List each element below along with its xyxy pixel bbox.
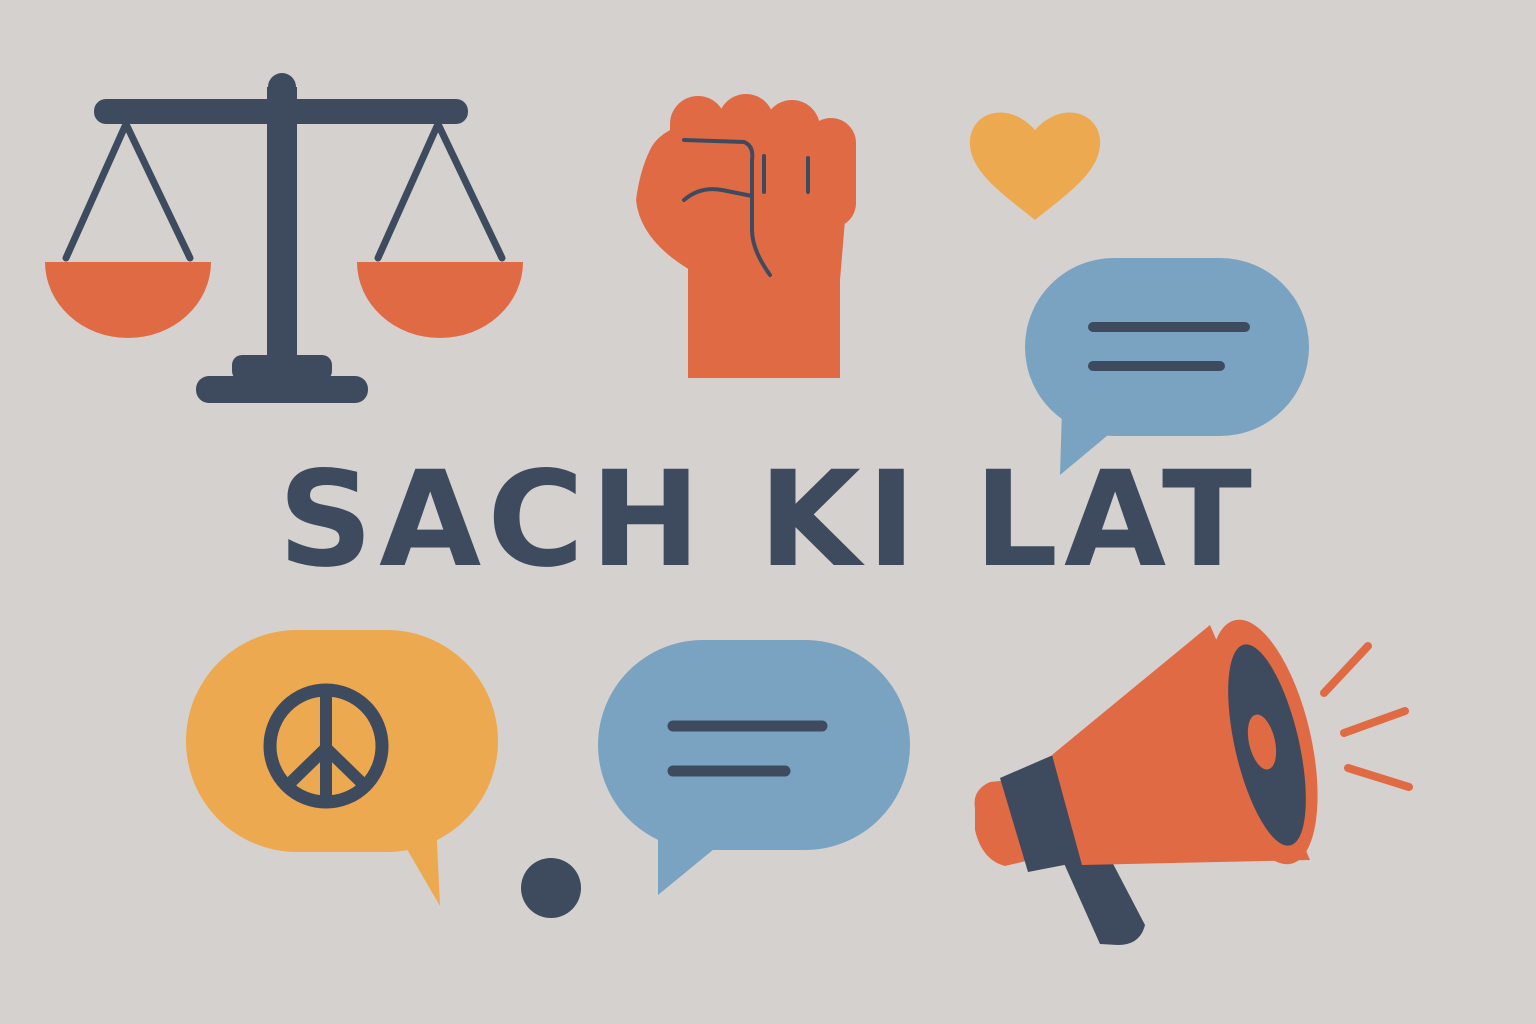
speech-bubble-icon xyxy=(598,640,910,895)
dot-icon xyxy=(521,858,581,918)
peace-sign-speech-bubble-icon xyxy=(186,630,498,906)
heart-icon xyxy=(970,112,1100,220)
megaphone-icon xyxy=(975,609,1409,945)
page-title: SACH KI LAT xyxy=(278,443,1258,597)
raised-fist-icon xyxy=(636,94,856,378)
scales-of-justice-icon xyxy=(45,73,523,403)
